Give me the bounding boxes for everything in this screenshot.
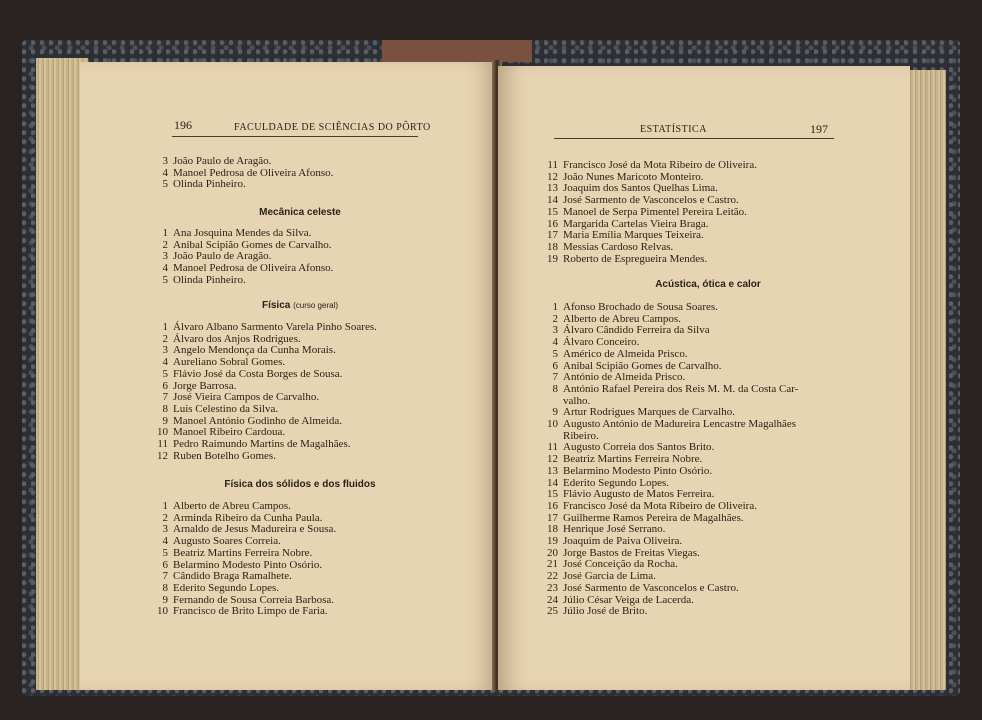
list-item-name: Ruben Botelho Gomes. <box>173 449 276 462</box>
list-item-number: 13 <box>547 464 558 477</box>
list-item <box>154 179 333 191</box>
list-item <box>154 606 336 618</box>
list-item-name: José Conceição da Rocha. <box>563 558 678 571</box>
list-item-number: 18 <box>547 523 558 536</box>
list-item-name: Joaquim dos Santos Quelhas Lima. <box>563 182 718 195</box>
list-item-number: 5 <box>552 347 558 360</box>
list-item-number: 11 <box>547 441 558 454</box>
list-item-number: 1 <box>162 227 168 239</box>
list-item-name: Álvaro Conceiro. <box>563 336 640 349</box>
list-item-name: Álvaro Albano Sarmento Varela Pinho Soares. <box>173 321 377 333</box>
list-item-name: Ederito Segundo Lopes. <box>173 581 280 594</box>
list-item <box>154 156 333 168</box>
fisica-list <box>154 322 377 462</box>
fisica-subtitle: (curso geral) <box>293 301 339 310</box>
list-item <box>544 302 798 314</box>
list-item-number: 4 <box>162 166 168 179</box>
list-item-name: Manoel Pedrosa de Oliveira Afonso. <box>173 262 334 275</box>
list-item-number: 4 <box>162 535 168 548</box>
list-item-number: 18 <box>547 240 558 253</box>
list-item-number: 8 <box>552 382 558 395</box>
list-item-name: Arnaldo de Jesus Madureira e Sousa. <box>173 523 337 536</box>
list-item-number: 10 <box>157 426 168 439</box>
list-item-name: Álvaro Cândido Ferreira da Silva <box>563 324 710 337</box>
list-item-continuation: Ribeiro. <box>563 429 599 442</box>
list-item-name: Augusto Correia dos Santos Brito. <box>563 441 715 454</box>
list-item-number: 8 <box>162 581 168 594</box>
list-item-number: 5 <box>162 367 168 380</box>
list-item-name: Flávio Augusto de Matos Ferreira. <box>563 488 715 501</box>
list-item <box>154 548 336 560</box>
list-item-name: Flávio José da Costa Borges de Sousa. <box>173 367 343 380</box>
list-item-number: 5 <box>162 546 168 559</box>
list-item <box>154 439 377 451</box>
list-item-number: 2 <box>162 511 168 524</box>
list-item-number: 7 <box>162 570 168 583</box>
list-item <box>544 606 798 618</box>
list-item-continuation: valho. <box>563 394 591 407</box>
right-page-number: 197 <box>810 122 828 136</box>
right-running-head: ESTATÍSTICA <box>640 124 707 135</box>
list-item-name: Francisco José da Mota Ribeiro de Oliveira. <box>563 499 757 512</box>
list-item-name: Pedro Raimundo Martins de Magalhães. <box>173 438 351 451</box>
list-item-number: 3 <box>162 523 168 536</box>
list-item <box>544 207 757 219</box>
list-item <box>544 349 798 361</box>
list-item-name: Roberto de Espregueira Mendes. <box>563 252 708 265</box>
list-item-name: Fernando de Sousa Correia Barbosa. <box>173 593 334 606</box>
list-item-name: José Sarmento de Vasconcelos e Castro. <box>563 194 739 207</box>
list-item-name: Américo de Almeida Prisco. <box>563 347 688 360</box>
list-item-name: João Nunes Maricoto Monteiro. <box>563 170 704 183</box>
list-item-name: Augusto Soares Correia. <box>173 535 281 548</box>
list-item-number: 8 <box>162 402 168 415</box>
list-item-number: 3 <box>552 324 558 337</box>
list-item-name: Messias Cardoso Relvas. <box>563 240 674 253</box>
list-item-name: Álvaro dos Anjos Rodrigues. <box>173 332 301 345</box>
list-item-number: 2 <box>162 332 168 345</box>
list-item-number: 12 <box>547 453 558 466</box>
list-item-number: 12 <box>157 449 168 462</box>
list-item-number: 10 <box>157 605 168 618</box>
list-item-number: 22 <box>547 570 558 583</box>
list-item-number: 3 <box>162 250 168 263</box>
list-item-number: 5 <box>162 273 168 286</box>
list-item-number: 24 <box>547 593 558 606</box>
list-item-name: Aureliano Sobral Gomes. <box>173 356 286 369</box>
list-item-name: Anibal Scipião Gomes de Carvalho. <box>563 359 722 372</box>
list-item-number: 9 <box>162 593 168 606</box>
list-item <box>154 369 377 381</box>
list-item-number: 6 <box>162 558 168 571</box>
list-item <box>154 451 377 463</box>
list-item-name: Margarida Cartelas Vieira Braga. <box>563 217 709 230</box>
list-item-name: Anibal Scipião Gomes de Carvalho. <box>173 238 332 251</box>
list-item-name: Francisco de Brito Limpo de Faria. <box>173 605 328 618</box>
list-item-name: João Paulo de Aragão. <box>173 250 272 263</box>
list-item <box>544 583 798 595</box>
list-item-name: Olinda Pinheiro. <box>173 178 246 191</box>
list-item-name: Alberto de Abreu Campos. <box>173 500 291 512</box>
right-header-rule <box>554 138 834 139</box>
list-item-name: Luis Celestino da Silva. <box>173 402 279 415</box>
list-item-number: 11 <box>157 438 168 451</box>
list-item-number: 16 <box>547 499 558 512</box>
list-item-name: Beatriz Martins Ferreira Nobre. <box>173 546 313 559</box>
book-spine <box>382 40 532 62</box>
list-item-number: 2 <box>162 238 168 251</box>
list-item-number: 7 <box>162 391 168 404</box>
list-item-number: 2 <box>552 312 558 325</box>
list-item-number: 23 <box>547 581 558 594</box>
list-item-number: 17 <box>547 229 558 242</box>
list-item <box>154 228 333 240</box>
mecanica-list <box>154 228 333 287</box>
right-top-list <box>544 160 757 265</box>
list-item-name: Francisco José da Mota Ribeiro de Oliveira. <box>563 159 757 171</box>
list-item <box>544 501 798 513</box>
list-item <box>154 501 336 513</box>
section-title-fisica <box>160 300 440 311</box>
list-item-name: Arminda Ribeiro da Cunha Paula. <box>173 511 323 524</box>
list-item-name: Artur Rodrigues Marques de Carvalho. <box>563 406 735 419</box>
list-item <box>544 160 757 172</box>
list-item-name: João Paulo de Aragão. <box>173 155 272 167</box>
list-item-name: Augusto António de Madureira Lencastre Magalhães <box>563 418 797 431</box>
list-item-name: Jorge Bastos de Freitas Viegas. <box>563 546 700 559</box>
list-item-number: 15 <box>547 488 558 501</box>
list-item-number: 9 <box>162 414 168 427</box>
list-item-name: José Garcia de Lima. <box>563 570 656 583</box>
list-item-number: 5 <box>162 178 168 191</box>
list-item-number: 11 <box>547 159 558 171</box>
acustica-list <box>544 302 798 618</box>
list-item-number: 16 <box>547 217 558 230</box>
list-item-name: Belarmino Modesto Pinto Osório. <box>173 558 323 571</box>
list-item-number: 19 <box>547 252 558 265</box>
list-item-name: Maria Emília Marques Teixeira. <box>563 229 704 242</box>
solidos-list <box>154 501 336 618</box>
list-item-number: 15 <box>547 205 558 218</box>
list-item-number: 19 <box>547 535 558 548</box>
section-title-solidos: Física dos sólidos e dos fluidos <box>224 479 376 490</box>
list-item-number: 14 <box>547 476 558 489</box>
list-item-number: 1 <box>162 500 168 512</box>
left-intro-list <box>154 156 333 191</box>
list-item-name: Manoel Pedrosa de Oliveira Afonso. <box>173 166 334 179</box>
list-item <box>544 419 798 431</box>
list-item <box>154 322 377 334</box>
list-item-name: Olinda Pinheiro. <box>173 273 246 286</box>
list-item-name: Afonso Brochado de Sousa Soares. <box>563 301 718 313</box>
list-item-number: 4 <box>162 262 168 275</box>
section-title-mecanica: Mecânica celeste <box>259 207 341 218</box>
list-item <box>544 254 757 266</box>
list-item-number: 4 <box>162 356 168 369</box>
list-item-number: 10 <box>547 418 558 431</box>
list-item-name: Joaquim de Paiva Oliveira. <box>563 535 683 548</box>
list-item-number: 14 <box>547 194 558 207</box>
fisica-title: Física <box>261 300 291 311</box>
left-running-head: FACULDADE DE SCIÊNCIAS DO PÔRTO <box>234 122 431 133</box>
list-item-number: 1 <box>552 301 558 313</box>
list-item-number: 13 <box>547 182 558 195</box>
section-title-acustica: Acústica, ótica e calor <box>655 279 761 290</box>
list-item-number: 12 <box>547 170 558 183</box>
list-item <box>544 466 798 478</box>
right-page-edges <box>908 70 946 690</box>
list-item-name: Cândido Braga Ramalhete. <box>173 570 292 583</box>
list-item-number: 6 <box>552 359 558 372</box>
list-item-name: Beatriz Martins Ferreira Nobre. <box>563 453 703 466</box>
list-item-name: Jorge Barrosa. <box>173 379 237 392</box>
list-item-number: 1 <box>162 321 168 333</box>
list-item-name: Guilherme Ramos Pereira de Magalhães. <box>563 511 744 524</box>
list-item-name: António de Almeida Prisco. <box>563 371 686 384</box>
list-item <box>154 583 336 595</box>
list-item-number: 4 <box>552 336 558 349</box>
left-header-rule <box>172 136 418 137</box>
list-item <box>154 404 377 416</box>
right-page <box>498 66 910 690</box>
list-item-number: 20 <box>547 546 558 559</box>
list-item-name: José Vieira Campos de Carvalho. <box>173 391 320 404</box>
list-item-name: Alberto de Abreu Campos. <box>563 312 681 325</box>
list-item-number: 3 <box>162 155 168 167</box>
left-page <box>80 62 496 690</box>
list-item-name: Henrique José Serrano. <box>563 523 666 536</box>
list-item-name: António Rafael Pereira dos Reis M. M. da Costa Car- <box>563 382 799 395</box>
list-item-name: Manoel de Serpa Pimentel Pereira Leitão. <box>563 205 747 218</box>
list-item-number: 6 <box>162 379 168 392</box>
list-item-name: José Sarmento de Vasconcelos e Castro. <box>563 581 739 594</box>
list-item-number: 17 <box>547 511 558 524</box>
list-item-name: Manoel Ribeiro Cardoua. <box>173 426 286 439</box>
list-item-number: 21 <box>547 558 558 571</box>
list-item-number: 3 <box>162 344 168 357</box>
list-item-name: Manoel António Godinho de Almeida. <box>173 414 342 427</box>
list-item-name: Belarmino Modesto Pinto Osório. <box>563 464 713 477</box>
list-item-name: Júlio José de Brito. <box>563 605 648 618</box>
list-item <box>544 242 757 254</box>
left-page-number: 196 <box>174 118 192 132</box>
list-item-name: Ederito Segundo Lopes. <box>563 476 670 489</box>
list-item-number: 9 <box>552 406 558 419</box>
list-item-number: 25 <box>547 605 558 618</box>
list-item <box>544 384 798 396</box>
list-item-number: 7 <box>552 371 558 384</box>
list-item-name: Júlio César Veiga de Lacerda. <box>563 593 694 606</box>
list-item-name: Ana Josquina Mendes da Silva. <box>173 227 312 239</box>
list-item <box>154 275 333 287</box>
list-item-name: Angelo Mendonça da Cunha Morais. <box>173 344 336 357</box>
list-item <box>544 536 798 548</box>
